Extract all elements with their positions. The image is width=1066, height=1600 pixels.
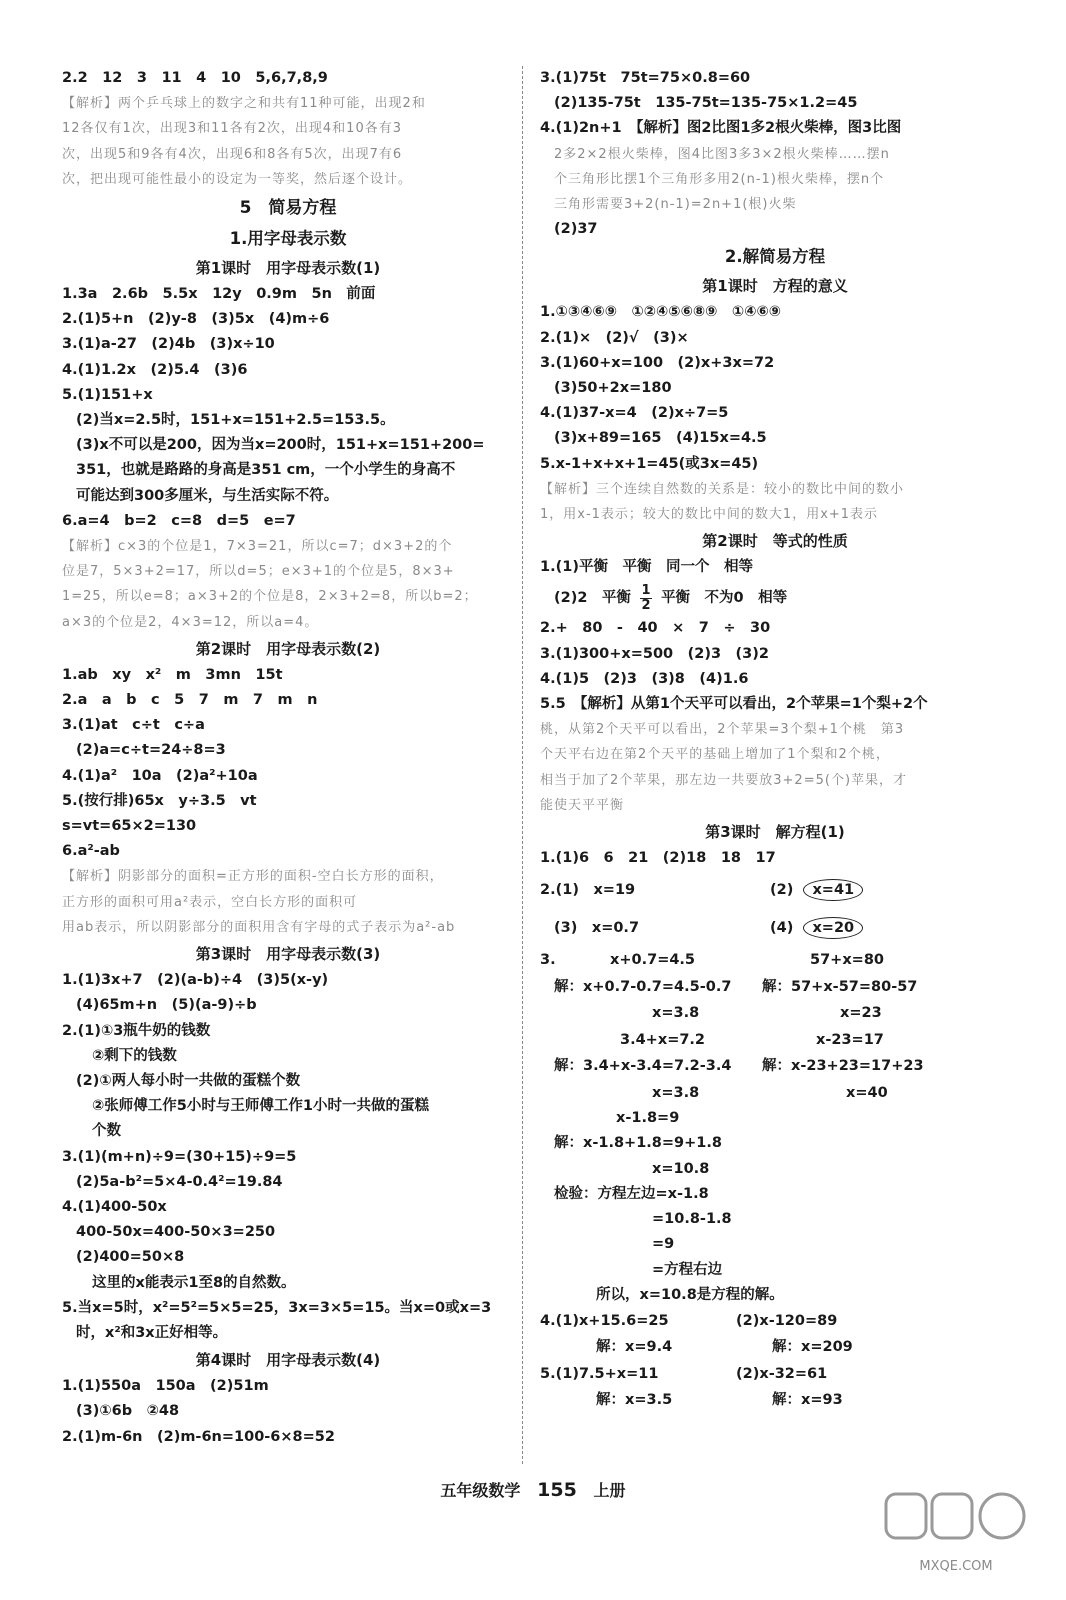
answer-line: (3)x不可以是200，因为当x=200时，151+x=151+200= xyxy=(76,437,485,454)
equation-step: 解：x-23+23=17+23 xyxy=(762,1058,924,1075)
answer-line: 时，x²和3x正好相等。 xyxy=(76,1324,228,1341)
lesson-title: 第3课时 用字母表示数(3) xyxy=(195,945,381,964)
answer-line: 2.a a b c 5 7 m 7 m n xyxy=(62,692,318,709)
answer-line: 3.(1)300+x=500 (2)3 (3)2 xyxy=(540,645,769,662)
equation: 4.(1)x+15.6=25 xyxy=(540,1312,669,1329)
equation-result: x=23 xyxy=(840,1005,882,1022)
answer-line: (3)x+89=165 (4)15x=4.5 xyxy=(554,430,767,447)
answer-line: 5.(1)151+x xyxy=(62,386,153,403)
equation: 57+x=80 xyxy=(810,952,885,969)
equation-result: x=40 xyxy=(846,1084,888,1101)
answer-line: 4.(1)37-x=4 (2)x÷7=5 xyxy=(540,405,729,422)
answer-line: 2.(1)①3瓶牛奶的钱数 xyxy=(62,1022,211,1039)
analysis-note: 位是7，5×3+2=17，所以d=5；e×3+1的个位是5，8×3+ xyxy=(62,564,455,580)
lesson-title: 第4课时 用字母表示数(4) xyxy=(195,1351,381,1370)
analysis-note: 12各仅有1次，出现3和11各有2次，出现4和10各有3 xyxy=(62,121,402,137)
answer-line: (2)400=50×8 xyxy=(76,1249,185,1266)
answer-text: (2)2 平衡 xyxy=(554,590,631,607)
equation-step: 解：x+0.7-0.7=4.5-0.7 xyxy=(554,978,732,995)
equation-result: x=10.8 xyxy=(652,1160,710,1177)
left-column xyxy=(62,66,514,1450)
answer-line: 6.a=4 b=2 c=8 d=5 e=7 xyxy=(62,512,296,529)
question-number: 3. xyxy=(540,952,556,969)
answer-row xyxy=(540,1000,1010,1027)
answer-line: 1.ab xy x² m 3mn 15t xyxy=(62,666,283,683)
fraction-numerator: 1 xyxy=(641,582,651,598)
check-step: =10.8-1.8 xyxy=(652,1211,732,1228)
answer-text: (3) x=0.7 xyxy=(554,920,640,937)
circled-answer: x=41 xyxy=(803,879,863,901)
answer-line: 个数 xyxy=(92,1123,121,1140)
watermark-logo xyxy=(866,1488,1046,1588)
answer-line: s=vt=65×2=130 xyxy=(62,818,197,835)
answer-line: (3)①6b ②48 xyxy=(76,1403,180,1420)
lesson-title: 第2课时 用字母表示数(2) xyxy=(195,639,381,658)
analysis-note: 1=25，所以e=8；a×3+2的个位是8，2×3+2=8，所以b=2； xyxy=(62,589,478,605)
answer-line: 2.(1)m-6n (2)m-6n=100-6×8=52 xyxy=(62,1428,335,1445)
equation-result: x=3.8 xyxy=(652,1005,700,1022)
answer-row xyxy=(540,1361,1010,1388)
answer-text: 平衡 不为0 相等 xyxy=(661,590,788,607)
answer-line: 1.(1)3x+7 (2)(a-b)÷4 (3)5(x-y) xyxy=(62,972,329,989)
section-title: 5 简易方程 xyxy=(239,198,337,219)
answer-label: (2) xyxy=(770,882,794,899)
answer-line: 2.(1)5+n (2)y-8 (3)5x (4)m÷6 xyxy=(62,311,330,328)
answer-row xyxy=(540,1027,1010,1054)
answer-line: (2)①两人每小时一共做的蛋糕个数 xyxy=(76,1072,301,1089)
unit-title: 2.解简易方程 xyxy=(724,247,826,267)
answer-line: 4.(1)a² 10a (2)a²+10a xyxy=(62,767,258,784)
equation-result: 解：x=3.5 xyxy=(596,1392,673,1409)
footer-volume: 上册 xyxy=(593,1481,626,1500)
answer-line: 3.(1)75t 75t=75×0.8=60 xyxy=(540,70,751,86)
answer-line: 4.(1)1.2x (2)5.4 (3)6 xyxy=(62,361,248,378)
check-step: 检验：方程左边=x-1.8 xyxy=(554,1185,709,1202)
equation: 3.4+x=7.2 xyxy=(620,1031,706,1048)
equation-result: x=3.8 xyxy=(652,1084,700,1101)
answer-text xyxy=(770,871,863,909)
answer-row xyxy=(540,1387,1010,1414)
answer-row xyxy=(540,1053,1010,1080)
answer-line: 5.(按行排)65x y÷3.5 vt xyxy=(62,792,257,809)
answer-line: 5.5 【解析】从第1个天平可以看出，2个苹果=1个梨+2个 xyxy=(540,696,928,713)
answer-line: (3)50+2x=180 xyxy=(554,380,672,397)
analysis-note: 能使天平平衡 xyxy=(540,797,625,813)
analysis-note: 次，出现5和9各有4次，出现6和8各有5次，出现7有6 xyxy=(62,146,403,162)
answer-text xyxy=(770,909,863,947)
fraction-denominator: 2 xyxy=(641,597,651,613)
watermark-text: MXQE.COM xyxy=(919,1559,993,1574)
lesson-title: 第1课时 方程的意义 xyxy=(702,277,848,296)
answer-line: 3.(1)at c÷t c÷a xyxy=(62,717,205,734)
answer-line: 3.(1)a-27 (2)4b (3)x÷10 xyxy=(62,336,275,353)
analysis-note: 【解析】三个连续自然数的关系是：较小的数比中间的数小 xyxy=(540,481,905,497)
watermark-seal-icon xyxy=(886,1494,1024,1538)
equation-result: 解：x=9.4 xyxy=(596,1339,673,1356)
answer-line: 3.(1)60+x=100 (2)x+3x=72 xyxy=(540,354,775,371)
check-step: =9 xyxy=(652,1236,675,1253)
lesson-title: 第2课时 等式的性质 xyxy=(702,532,848,551)
answer-line: ②剩下的钱数 xyxy=(92,1047,177,1064)
answer-line: (4)65m+n (5)(a-9)÷b xyxy=(76,997,257,1014)
analysis-note: 次，把出现可能性最小的设定为一等奖，然后逐个设计。 xyxy=(62,171,413,187)
answer-row xyxy=(540,1080,1010,1107)
analysis-note: 桃，从第2个天平可以看出，2个苹果=3个梨+1个桃 第3 xyxy=(540,722,905,738)
footer-grade: 五年级数学 xyxy=(440,1481,521,1500)
answer-line: 4.(1)400-50x xyxy=(62,1198,167,1215)
equation-result: 解：x=209 xyxy=(772,1339,853,1356)
answer-row xyxy=(540,871,1010,909)
answer-line: 4.(1)5 (2)3 (3)8 (4)1.6 xyxy=(540,670,749,687)
fraction xyxy=(640,584,652,613)
analysis-note: 用ab表示，所以阴影部分的面积用含有字母的式子表示为a²-ab xyxy=(62,919,456,935)
answer-label: (4) xyxy=(770,920,794,937)
equation: (2)x-32=61 xyxy=(736,1365,828,1382)
right-column xyxy=(540,66,1010,1414)
answer-line: 351，也就是路路的身高是351 cm，一个小学生的身高不 xyxy=(76,462,456,479)
equation-step: 解：x-1.8+1.8=9+1.8 xyxy=(554,1135,722,1152)
answer-line: (2)37 xyxy=(554,221,598,238)
analysis-note: 正方形的面积可用a²表示，空白长方形的面积可 xyxy=(62,894,358,910)
answer-line: 1.3a 2.6b 5.5x 12y 0.9m 5n 前面 xyxy=(62,286,376,303)
answer-row xyxy=(540,947,1010,974)
answer-line: (2)当x=2.5时，151+x=151+2.5=153.5。 xyxy=(76,412,395,429)
equation: x-23=17 xyxy=(816,1031,884,1048)
analysis-note: 三角形需要3+2(n-1)=2n+1(根)火柴 xyxy=(554,197,797,213)
analysis-note: 【解析】两个乒乓球上的数字之和共有11种可能，出现2和 xyxy=(62,96,426,112)
equation: x-1.8=9 xyxy=(616,1110,680,1127)
analysis-note: 2多2×2根火柴棒，图4比图3多3×2根火柴棒……摆n xyxy=(554,146,890,162)
column-divider xyxy=(522,66,523,1464)
page-number: 155 xyxy=(537,1479,577,1501)
analysis-note: 【解析】c×3的个位是1，7×3=21，所以c=7；d×3+2的个 xyxy=(62,539,453,555)
answer-line xyxy=(540,580,1010,616)
analysis-note: 个三角形比摆1个三角形多用2(n-1)根火柴棒，摆n个 xyxy=(554,171,885,187)
equation: 5.(1)7.5+x=11 xyxy=(540,1365,659,1382)
answer-text: 2.(1) x=19 xyxy=(540,882,636,899)
answer-line: 这里的x能表示1至8的自然数。 xyxy=(92,1274,296,1291)
analysis-note: 相当于加了2个苹果，那左边一共要放3+2=5(个)苹果，才 xyxy=(540,772,908,788)
equation: x+0.7=4.5 xyxy=(610,952,696,969)
answer-line: 1.(1)6 6 21 (2)18 18 17 xyxy=(540,850,776,867)
lesson-title: 第1课时 用字母表示数(1) xyxy=(195,259,381,278)
equation: (2)x-120=89 xyxy=(736,1312,838,1329)
analysis-note: 【解析】阴影部分的面积=正方形的面积-空白长方形的面积， xyxy=(62,869,444,885)
answer-row xyxy=(540,909,1010,947)
equation-step: 解：3.4+x-3.4=7.2-3.4 xyxy=(554,1058,732,1075)
unit-title: 1.用字母表示数 xyxy=(229,229,347,249)
answer-line: 可能达到300多厘米，与生活实际不符。 xyxy=(76,487,339,504)
answer-line: 2.+ 80 - 40 × 7 ÷ 30 xyxy=(540,620,771,637)
answer-line: 6.a²-ab xyxy=(62,843,120,860)
answer-line: ②张师傅工作5小时与王师傅工作1小时一共做的蛋糕 xyxy=(92,1098,429,1115)
answer-line: 3.(1)(m+n)÷9=(30+15)÷9=5 xyxy=(62,1148,297,1165)
answer-line: 5.x-1+x+x+1=45(或3x=45) xyxy=(540,455,759,472)
analysis-note: 个天平右边在第2个天平的基础上增加了1个梨和2个桃， xyxy=(540,747,890,763)
equation-result: 解：x=93 xyxy=(772,1392,843,1409)
check-step: =方程右边 xyxy=(652,1261,723,1278)
answer-line: 4.(1)2n+1 【解析】图2比图1多2根火柴棒，图3比图 xyxy=(540,120,902,137)
answer-line: 2.2 12 3 11 4 10 5,6,7,8,9 xyxy=(62,70,328,86)
answer-row xyxy=(540,1334,1010,1361)
answer-line: (2)5a-b²=5×4-0.4²=19.84 xyxy=(76,1173,283,1190)
answer-line: 1.(1)550a 150a (2)51m xyxy=(62,1378,269,1395)
lesson-title: 第3课时 解方程(1) xyxy=(705,823,845,842)
answer-line: 400-50x=400-50×3=250 xyxy=(76,1224,276,1241)
answer-row xyxy=(540,1308,1010,1335)
circled-answer: x=20 xyxy=(803,917,863,939)
answer-line: (2)135-75t 135-75t=135-75×1.2=45 xyxy=(554,95,858,112)
answer-line: (2)a=c÷t=24÷8=3 xyxy=(76,742,226,759)
answer-line: 1.①③④⑥⑨ ①②④⑤⑥⑧⑨ ①④⑥⑨ xyxy=(540,304,782,321)
analysis-note: a×3的个位是2，4×3=12，所以a=4。 xyxy=(62,614,319,630)
check-conclusion: 所以，x=10.8是方程的解。 xyxy=(596,1286,784,1303)
answer-line: 5.当x=5时，x²=5²=5×5=25，3x=3×5=15。当x=0或x=3 xyxy=(62,1299,492,1316)
answer-line: 2.(1)× (2)√ (3)× xyxy=(540,329,689,346)
analysis-note: 1，用x-1表示；较大的数比中间的数大1，用x+1表示 xyxy=(540,507,879,523)
answer-line: 1.(1)平衡 平衡 同一个 相等 xyxy=(540,559,753,576)
equation-step: 解：57+x-57=80-57 xyxy=(762,978,918,995)
answer-row xyxy=(540,974,1010,1001)
